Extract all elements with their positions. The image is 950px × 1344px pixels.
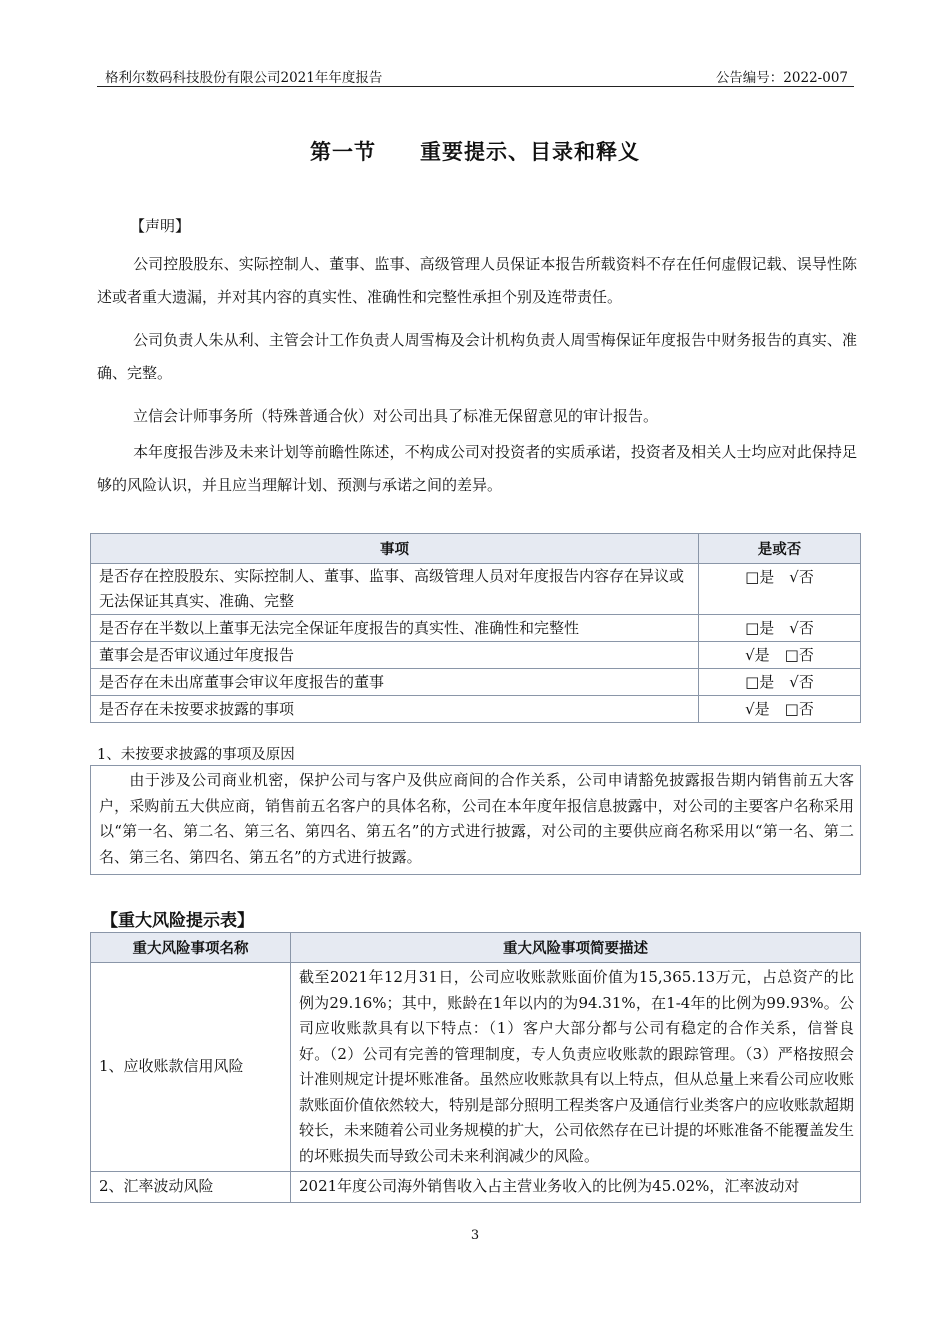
matter-answer: √是 □否: [699, 696, 861, 723]
table-row: [91, 1172, 861, 1203]
undisclosed-title: 1、未按要求披露的事项及原因: [97, 747, 295, 763]
declaration-paragraph: 本年度报告涉及未来计划等前瞻性陈述，不构成公司对投资者的实质承诺，投资者及相关人士均应对此保持足够的风险认识，并且应当理解计划、预测与承诺之间的差异。: [97, 443, 857, 494]
column-header-answer: 是或否: [699, 534, 861, 564]
risk-description: 2021年度公司海外销售收入占主营业务收入的比例为45.02%，汇率波动对: [291, 1172, 861, 1203]
matter-answer: □是 √否: [699, 669, 861, 696]
matter-item: 董事会是否审议通过年度报告: [91, 642, 699, 669]
matter-answer: √是 □否: [699, 642, 861, 669]
table-row: [91, 615, 861, 642]
risk-description: 截至2021年12月31日，公司应收账款账面价值为15,365.13万元，占总资产的比例为29.16%；其中，账龄在1年以内的为94.31%，在1-4年的比例为99.93%。公司应收账款具有以下特点：（1）客户大部分都与公司有稳定的合作关系，信誉良好。（2）公司有完善的管理制度，专人负责应收账款的跟踪管理。（3）严格按照会计准则规定计提坏账准备。虽然应收账款具有以上特点，但从总量上来看公司应收账款账面价值依然较大，特别是部分照明工程类客户及通信行业类客户的应收账款超期较长，未来随着公司业务规模的扩大，公司依然存在已计提的坏账准备不能覆盖发生的坏账损失而导致公司未来利润减少的风险。: [291, 963, 861, 1172]
column-header-risk-name: 重大风险事项名称: [91, 933, 291, 963]
risk-table: [90, 932, 861, 1203]
undisclosed-reason-text: 由于涉及公司商业机密，保护公司与客户及供应商间的合作关系，公司申请豁免披露报告期内销售前五大客户，采购前五大供应商，销售前五名客户的具体名称，公司在本年度年报信息披露中，对公司的主要客户名称采用以“第一名、第二名、第三名、第四名、第五名”的方式进行披露，对公司的主要供应商名称采用以“第一名、第二名、第三名、第四名、第五名”的方式进行披露。: [99, 771, 854, 866]
page-header: [97, 64, 854, 87]
page-number: 3: [470, 1228, 480, 1243]
risk-name: 1、应收账款信用风险: [91, 963, 291, 1172]
table-header-row: [91, 534, 861, 564]
declaration-paragraph: 公司控股股东、实际控制人、董事、监事、高级管理人员保证本报告所载资料不存在任何虚假记载、误导性陈述或者重大遗漏，并对其内容的真实性、准确性和完整性承担个别及连带责任。: [97, 255, 857, 306]
matter-item: 是否存在未按要求披露的事项: [91, 696, 699, 723]
column-header-risk-description: 重大风险事项简要描述: [291, 933, 861, 963]
matter-item: 是否存在未出席董事会审议年度报告的董事: [91, 669, 699, 696]
matters-table: [90, 533, 861, 723]
column-header-item: 事项: [91, 534, 699, 564]
declaration-label: 【声明】: [130, 217, 191, 235]
declaration-paragraph: 立信会计师事务所（特殊普通合伙）对公司出具了标准无保留意见的审计报告。: [133, 407, 659, 425]
table-row: [91, 696, 861, 723]
matter-item: 是否存在半数以上董事无法完全保证年度报告的真实性、准确性和完整性: [91, 615, 699, 642]
risk-table-title: 【重大风险提示表】: [101, 911, 254, 931]
matter-answer: □是 √否: [699, 615, 861, 642]
section-title: 第一节 重要提示、目录和释义: [310, 140, 640, 164]
table-header-row: [91, 933, 861, 963]
table-row: [91, 963, 861, 1172]
matter-item: 是否存在控股股东、实际控制人、董事、监事、高级管理人员对年度报告内容存在异议或无法保证其真实、准确、完整: [91, 564, 699, 615]
declaration-paragraph: 公司负责人朱从利、主管会计工作负责人周雪梅及会计机构负责人周雪梅保证年度报告中财务报告的真实、准确、完整。: [97, 331, 857, 382]
risk-name: 2、汇率波动风险: [91, 1172, 291, 1203]
undisclosed-reason-box: [90, 765, 861, 875]
table-row: [91, 669, 861, 696]
matter-answer: □是 √否: [699, 564, 861, 615]
table-row: [91, 564, 861, 615]
table-row: [91, 642, 861, 669]
header-company-title: 格利尔数码科技股份有限公司2021年年度报告: [105, 70, 383, 86]
header-notice-number: 公告编号：2022-007: [715, 70, 848, 86]
